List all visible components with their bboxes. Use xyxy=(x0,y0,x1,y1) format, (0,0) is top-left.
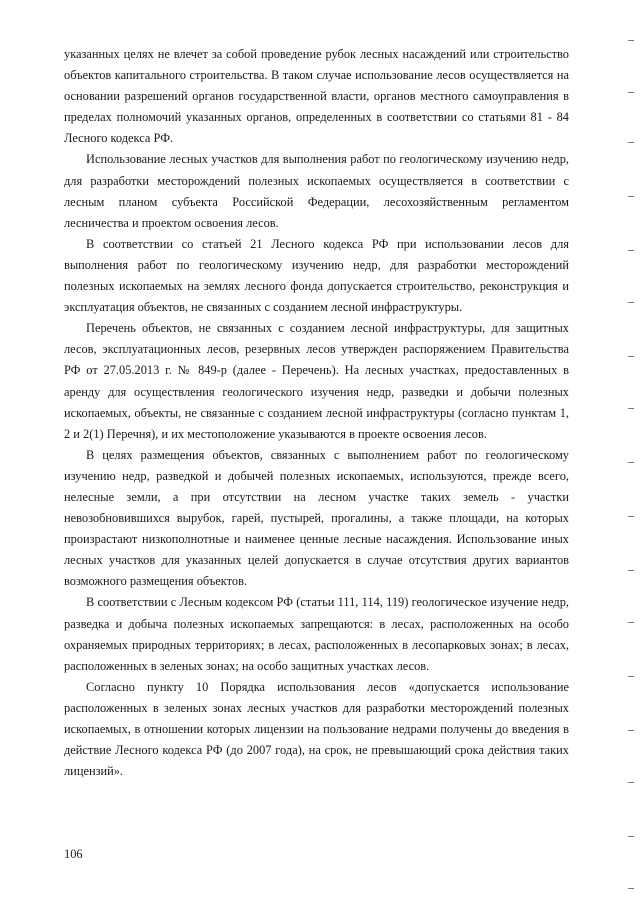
paragraph-placement-of-objects: В целях размещения объектов, связанных с выполнением работ по геологическому изучению недр, разведкой и добычей полезных ископаемых, используются, прежде всего, нелесные земли, а при отсутствии на лесном участке таких земель - участки невозобновившихся вырубок, гарей, пустырей, прогалины, а также площади, на которых произрастают низкополнотные и наименее ценные лесные насаждения. Использование иных лесных участков для указанных целей допускается в случае отсутствия других вариантов возможного размещения объектов. xyxy=(64,447,569,589)
page-number: 106 xyxy=(64,847,83,861)
paragraph-continuation: указанных целях не влечет за собой проведение рубок лесных насаждений или строительство объектов капитального строительства. В таком случае использование лесов осуществляется на основании разрешений органов государственной власти, органов местного самоуправления в пределах полномочий указанных органов, определенных в соответствии со статьями 81 - 84 Лесного кодекса РФ. xyxy=(64,47,569,146)
document-body xyxy=(64,44,569,782)
paragraph-forest-use-geology: Использование лесных участков для выполнения работ по геологическому изучению недр, для разработки месторождений полезных ископаемых осуществляется в соответствии с лесным планом субъекта Российской Федерации, лесохозяйственным регламентом лесничества и проектом освоения лесов. xyxy=(64,152,569,230)
paragraph-prohibitions: В соответствии с Лесным кодексом РФ (статьи 111, 114, 119) геологическое изучение недр, разведка и добыча полезных ископаемых запрещаются: в лесах, расположенных на особо охраняемых природных территориях; в лесах, расположенных в лесопарковых зонах; в лесах, расположенных в зеленых зонах; на особо защитных участках лесов. xyxy=(64,595,569,673)
paragraph-objects-list: Перечень объектов, не связанных с созданием лесной инфраструктуры, для защитных лесов, эксплуатационных лесов, резервных лесов утвержден распоряжением Правительства РФ от 27.05.2013 г. № 849-р (далее - Перечень). На лесных участках, предоставленных в аренду для осуществления геологического изучения недр, разведки и добычи полезных ископаемых, объекты, не связанные с созданием лесной инфраструктуры (согласно пунктам 1, 2 и 2(1) Перечня), и их местоположение указываются в проекте освоения лесов. xyxy=(64,321,569,441)
paragraph-article-21: В соответствии со статьей 21 Лесного кодекса РФ при использовании лесов для выполнения работ по геологическому изучению недр, для разработки месторождений полезных ископаемых на землях лесного фонда допускается строительство, реконструкция и эксплуатация объектов, не связанных с созданием лесной инфраструктуры. xyxy=(64,236,569,315)
paragraph-green-zones: Согласно пункту 10 Порядка использования лесов «допускается использование расположенных в зеленых зонах лесных участков для разработки месторождений полезных ископаемых, в отношении которых лицензии на пользование недрами получены до введения в действие Лесного кодекса РФ (до 2007 года), на срок, не превышающий срока действия таких лицензий». xyxy=(64,679,569,779)
scan-margin-marks xyxy=(620,0,640,905)
